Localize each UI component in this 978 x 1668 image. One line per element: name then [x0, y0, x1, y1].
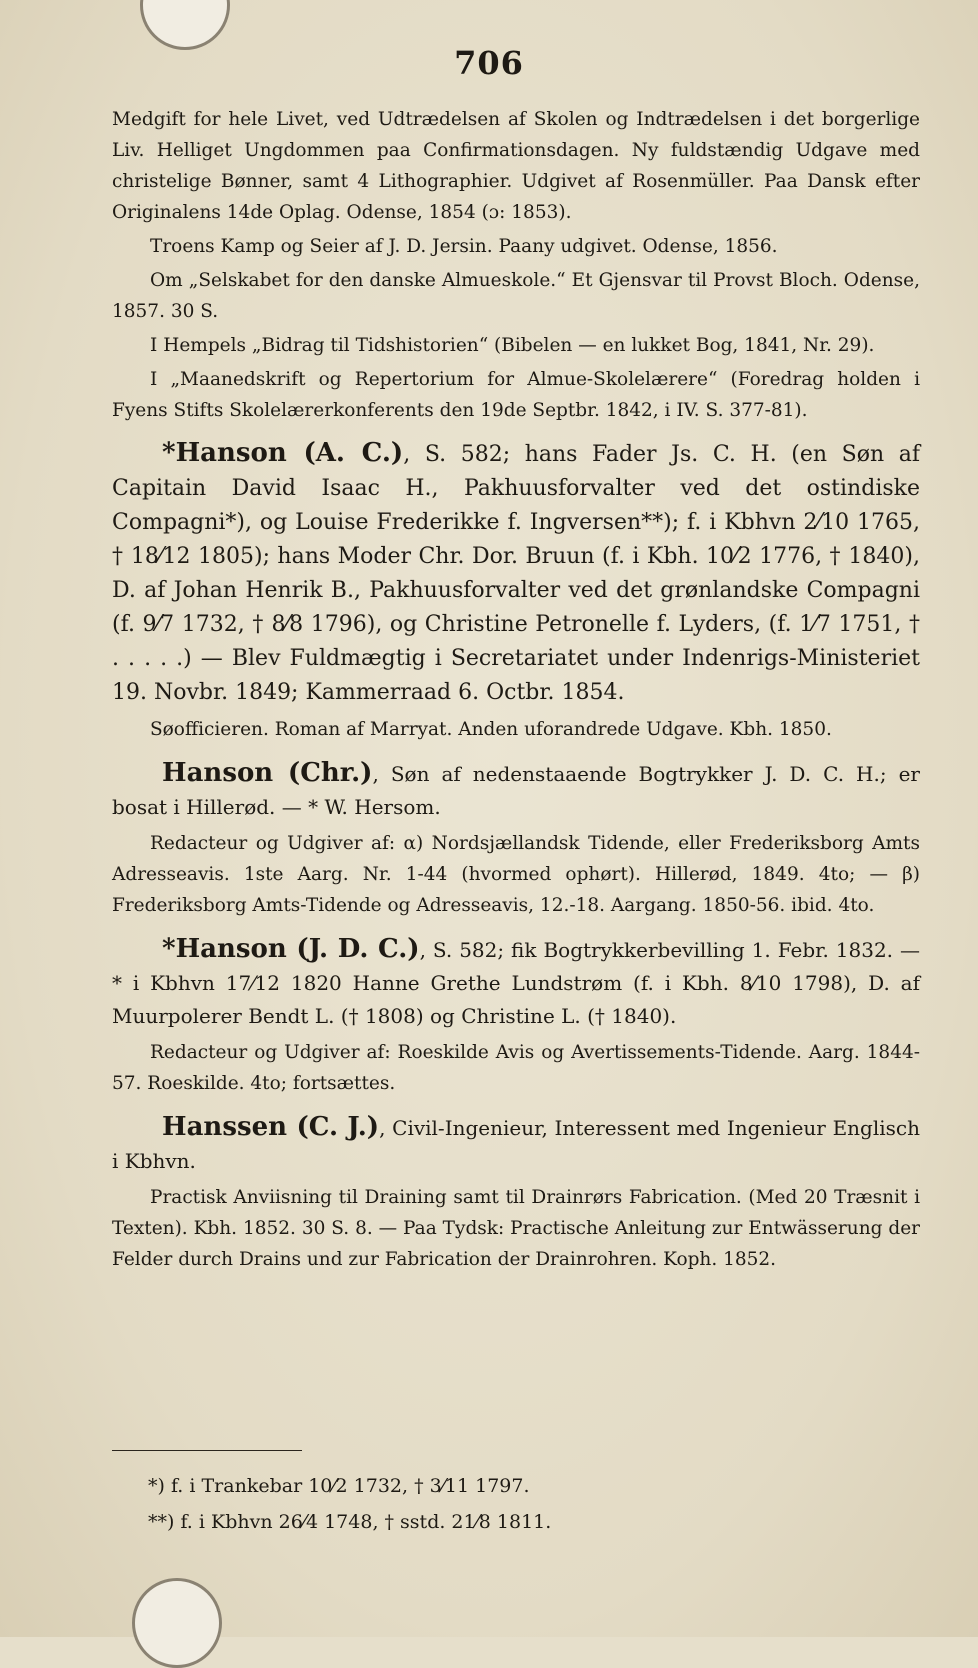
entry-name: *Hanson (A. C.)	[162, 438, 404, 468]
entry-text: , Civil-Ingenieur, Interessent med Ingenieur Englisch i Kbhvn.	[112, 1116, 920, 1173]
entry-name: Hanssen (C. J.)	[162, 1112, 380, 1142]
entry-name: Hanson (Chr.)	[162, 758, 373, 788]
work-nordsjaellandsk: Redacteur og Udgiver af: α) Nordsjællandsk Tidende, eller Frederiksborg Amts Adresseavis. 1ste Aarg. Nr. 1-44 (hvormed ophørt). Hillerød, 1849. 4to; — β) Frederiksborg Amts-Tidende og Adresseavis, 12.-18. Aargang. 1850-56. ibid. 4to.	[112, 833, 920, 916]
paragraph-hempels: I Hempels „Bidrag til Tidshistorien“ (Bibelen — en lukket Bog, 1841, Nr. 29).	[150, 335, 875, 356]
entry-name: *Hanson (J. D. C.)	[162, 934, 420, 964]
paragraph-selskabet: Om „Selskabet for den danske Almueskole.“ Et Gjensvar til Provst Bloch. Odense, 1857. 30 S.	[112, 270, 920, 322]
punch-hole-bottom	[132, 1578, 222, 1668]
entry-hanssen-cj	[112, 1111, 920, 1178]
page-number: 706	[454, 44, 524, 82]
work-draining: Practisk Anviisning til Draining samt til Drainrørs Fabrication. (Med 20 Træsnit i Texten). Kbh. 1852. 30 S. 8. — Paa Tydsk: Practische Anleitung zur Entwässerung der Felder durch Drains und zur Fabrication der Drainrohren. Koph. 1852.	[112, 1187, 920, 1270]
work-roeskilde-avis: Redacteur og Udgiver af: Roeskilde Avis og Avertissements-Tidende. Aarg. 1844-57. Roeskilde. 4to; fortsættes.	[112, 1042, 920, 1094]
paragraph-maanedskrift: I „Maanedskrift og Repertorium for Almue-Skolelærere“ (Foredrag holden i Fyens Stifts Skolelærerkonferents den 19de Septbr. 1842, i IV. S. 377-81).	[112, 369, 920, 421]
footnote-2: **) f. i Kbhvn 26⁄4 1748, † sstd. 21⁄8 1811.	[148, 1511, 552, 1533]
entry-text: , Søn af nedenstaaende Bogtrykker J. D. C. H.; er bosat i Hillerød. — * W. Hersom.	[112, 762, 920, 819]
work-soofficieren: Søofficieren. Roman af Marryat. Anden uforandrede Udgave. Kbh. 1850.	[150, 719, 832, 740]
page-content	[112, 104, 920, 1278]
entry-text: , S. 582; hans Fader Js. C. H. (en Søn af Capitain David Isaac H., Pakhuusforvalter ved det ostindiske Compagni*), og Louise Frederikke f. Ingversen**); f. i Kbhvn 2⁄10 1765, † 18⁄12 1805); hans Moder Chr. Dor. Bruun (f. i Kbh. 10⁄2 1776, † 1840), D. af Johan Henrik B., Pakhuusforvalter ved det grønlandske Compagni (f. 9⁄7 1732, † 8⁄8 1796), og Christine Petronelle f. Lyders, (f. 1⁄7 1751, † . . . . .) — Blev Fuldmægtig i Secretariatet under Indenrigs-Ministeriet 19. Novbr. 1849; Kammerraad 6. Octbr. 1854.	[112, 442, 921, 705]
paragraph-medgift: Medgift for hele Livet, ved Udtrædelsen af Skolen og Indtrædelsen i det borgerlige Liv. Helliget Ungdommen paa Confirmationsdagen. Ny fuldstændig Udgave med christelige Bønner, samt 4 Lithographier. Udgivet af Rosenmüller. Paa Dansk efter Originalens 14de Oplag. Odense, 1854 (ɔ: 1853).	[112, 109, 920, 223]
footnote-1: *) f. i Trankebar 10⁄2 1732, † 3⁄11 1797.	[148, 1475, 530, 1497]
entry-hanson-ac	[112, 436, 920, 710]
entry-hanson-jdc	[112, 933, 920, 1033]
entry-text: , S. 582; fik Bogtrykkerbevilling 1. Febr. 1832. — * i Kbhvn 17⁄12 1820 Hanne Grethe Lundstrøm (f. i Kbh. 8⁄10 1798), D. af Muurpolerer Bendt L. († 1808) og Christine L. († 1840).	[112, 938, 920, 1028]
punch-hole-top	[140, 0, 230, 50]
footnotes	[148, 1468, 908, 1540]
entry-hanson-chr	[112, 757, 920, 824]
footnote-divider	[112, 1450, 302, 1451]
paragraph-troens-kamp: Troens Kamp og Seier af J. D. Jersin. Paany udgivet. Odense, 1856.	[150, 236, 778, 257]
